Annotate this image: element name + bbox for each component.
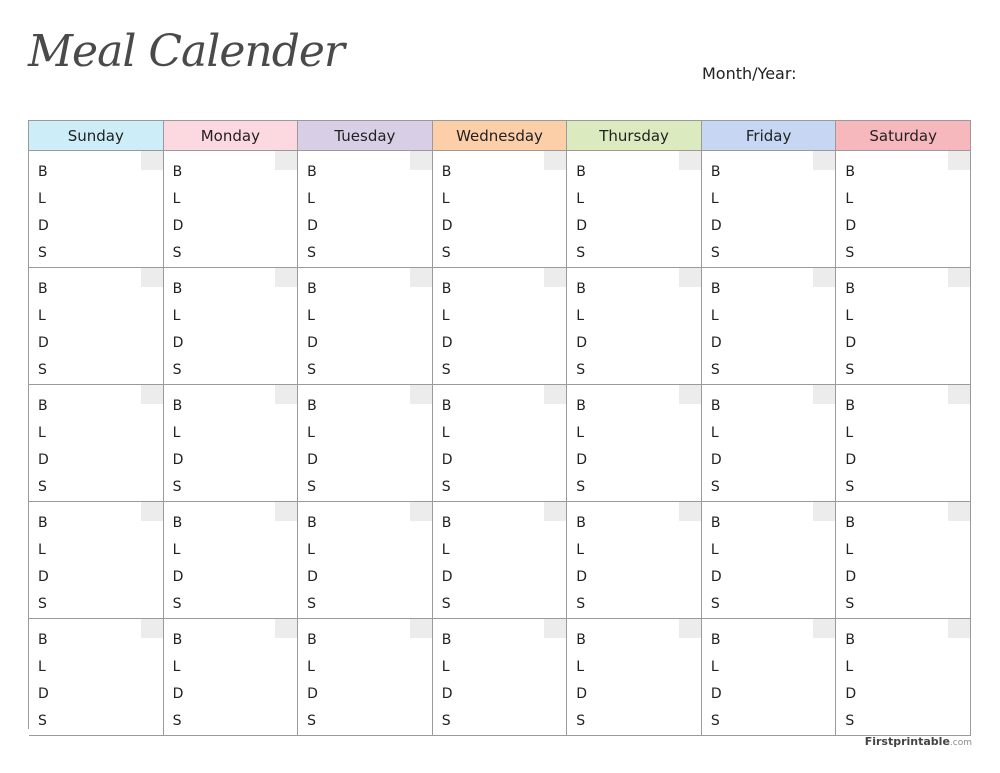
meal-label: B — [710, 515, 721, 531]
day-cell[interactable] — [702, 151, 837, 268]
meal-label: B — [172, 281, 183, 297]
day-cell[interactable] — [433, 151, 568, 268]
meal-label: B — [576, 632, 586, 648]
day-cell[interactable] — [836, 619, 971, 736]
meal-label: L — [576, 425, 585, 441]
date-box[interactable] — [275, 151, 297, 170]
meal-label: B — [38, 632, 48, 648]
meal-label: L — [845, 542, 854, 558]
meal-label: S — [441, 362, 451, 378]
day-cell[interactable] — [567, 502, 702, 619]
date-box[interactable] — [679, 385, 701, 404]
meal-label: S — [576, 479, 586, 495]
meal-label: S — [710, 362, 720, 378]
meal-label: D — [38, 569, 49, 585]
meal-label: S — [38, 713, 47, 729]
day-cell[interactable] — [702, 619, 837, 736]
meal-label: D — [441, 569, 453, 585]
meal-label: L — [576, 191, 585, 207]
meal-label: L — [307, 425, 315, 441]
day-cell[interactable] — [567, 268, 702, 385]
meal-label: L — [172, 542, 181, 558]
date-box[interactable] — [813, 619, 835, 638]
date-box[interactable] — [679, 619, 701, 638]
page-title: Meal Calender — [28, 26, 344, 77]
meal-label: B — [172, 164, 183, 180]
meal-label: S — [307, 479, 317, 495]
meal-label: B — [710, 164, 721, 180]
meal-label: L — [576, 308, 585, 324]
meal-label: S — [307, 596, 317, 612]
meal-label: L — [38, 308, 46, 324]
meal-label: S — [576, 245, 586, 261]
date-box[interactable] — [141, 619, 163, 638]
meal-label: B — [172, 632, 183, 648]
meal-label: S — [441, 596, 451, 612]
footer-brand — [865, 735, 972, 748]
meal-label: D — [576, 218, 588, 234]
date-box[interactable] — [813, 151, 835, 170]
meal-label: D — [441, 452, 453, 468]
meal-label: L — [710, 659, 719, 675]
meal-label: B — [307, 164, 317, 180]
date-box[interactable] — [679, 268, 701, 287]
day-cell[interactable] — [29, 385, 164, 502]
meal-label: D — [576, 452, 588, 468]
date-box[interactable] — [141, 385, 163, 404]
date-box[interactable] — [544, 385, 566, 404]
meal-label: S — [845, 362, 855, 378]
date-box[interactable] — [948, 619, 970, 638]
meal-label: B — [172, 515, 183, 531]
meal-label: L — [441, 659, 450, 675]
meal-label: L — [441, 542, 450, 558]
meal-label: B — [576, 398, 586, 414]
date-box[interactable] — [544, 502, 566, 521]
footer-brand-domain: .com — [949, 738, 972, 748]
meal-label: L — [845, 659, 854, 675]
day-cell[interactable] — [836, 151, 971, 268]
date-box[interactable] — [275, 268, 297, 287]
day-cell[interactable] — [298, 385, 433, 502]
date-box[interactable] — [813, 385, 835, 404]
meal-label: S — [38, 362, 47, 378]
day-cell[interactable] — [567, 385, 702, 502]
meal-label: D — [576, 335, 588, 351]
meal-label: B — [441, 398, 452, 414]
meal-label: D — [845, 335, 857, 351]
meal-label: B — [845, 164, 856, 180]
day-cell[interactable] — [298, 502, 433, 619]
meal-label: S — [845, 245, 855, 261]
meal-label: D — [172, 569, 184, 585]
meal-label: L — [576, 542, 585, 558]
day-header-tuesday: Tuesday — [298, 121, 433, 151]
meal-label: S — [172, 362, 182, 378]
date-box[interactable] — [275, 619, 297, 638]
meal-label: B — [710, 632, 721, 648]
date-box[interactable] — [813, 502, 835, 521]
meal-label: S — [307, 245, 317, 261]
meal-label: D — [172, 218, 184, 234]
date-box[interactable] — [948, 268, 970, 287]
day-header-sunday: Sunday — [29, 121, 164, 151]
meal-label: B — [845, 632, 856, 648]
meal-label: S — [441, 713, 451, 729]
meal-label: B — [38, 164, 48, 180]
date-box[interactable] — [141, 268, 163, 287]
month-year-label: Month/Year: — [702, 64, 797, 83]
day-cell[interactable] — [433, 619, 568, 736]
meal-label: D — [307, 218, 318, 234]
meal-label: L — [845, 191, 854, 207]
meal-label: B — [710, 398, 721, 414]
meal-label: D — [710, 569, 722, 585]
meal-label: D — [441, 686, 453, 702]
meal-label: S — [576, 596, 586, 612]
meal-label: S — [441, 245, 451, 261]
meal-label: D — [307, 686, 318, 702]
day-header-monday: Monday — [164, 121, 299, 151]
meal-label: S — [172, 713, 182, 729]
day-cell[interactable] — [29, 151, 164, 268]
meal-label: D — [576, 569, 588, 585]
meal-label: S — [710, 713, 720, 729]
meal-label: B — [307, 281, 317, 297]
day-cell[interactable] — [164, 619, 299, 736]
meal-label: L — [710, 542, 719, 558]
date-box[interactable] — [544, 268, 566, 287]
meal-label: D — [845, 218, 857, 234]
meal-label: D — [576, 686, 588, 702]
meal-label: D — [441, 218, 453, 234]
meal-label: D — [710, 686, 722, 702]
meal-label: S — [845, 596, 855, 612]
date-box[interactable] — [410, 385, 432, 404]
meal-label: L — [307, 191, 315, 207]
meal-label: B — [441, 632, 452, 648]
meal-label: D — [845, 686, 857, 702]
day-cell[interactable] — [702, 502, 837, 619]
meal-label: L — [441, 191, 450, 207]
meal-label: D — [845, 452, 857, 468]
meal-label: S — [307, 713, 317, 729]
meal-label: S — [307, 362, 317, 378]
date-box[interactable] — [410, 619, 432, 638]
date-box[interactable] — [679, 502, 701, 521]
meal-label: B — [576, 164, 586, 180]
day-cell[interactable] — [29, 619, 164, 736]
day-cell[interactable] — [298, 619, 433, 736]
meal-label: D — [172, 452, 184, 468]
meal-label: B — [441, 515, 452, 531]
date-box[interactable] — [275, 502, 297, 521]
meal-label: S — [710, 479, 720, 495]
day-cell[interactable] — [702, 268, 837, 385]
meal-calendar-grid — [28, 120, 971, 729]
meal-label: S — [38, 596, 47, 612]
meal-label: S — [845, 713, 855, 729]
meal-label: B — [38, 398, 48, 414]
meal-label: D — [172, 335, 184, 351]
meal-label: L — [845, 425, 854, 441]
date-box[interactable] — [948, 385, 970, 404]
meal-label: D — [307, 569, 318, 585]
day-header-thursday: Thursday — [567, 121, 702, 151]
meal-label: S — [172, 479, 182, 495]
day-cell[interactable] — [433, 502, 568, 619]
date-box[interactable] — [410, 268, 432, 287]
meal-label: S — [710, 245, 720, 261]
meal-label: S — [576, 713, 586, 729]
meal-label: L — [307, 308, 315, 324]
day-cell[interactable] — [29, 502, 164, 619]
meal-label: B — [441, 164, 452, 180]
date-box[interactable] — [141, 502, 163, 521]
meal-label: B — [38, 281, 48, 297]
meal-label: D — [38, 218, 49, 234]
day-header-wednesday: Wednesday — [433, 121, 568, 151]
day-cell[interactable] — [702, 385, 837, 502]
meal-label: L — [441, 308, 450, 324]
meal-label: L — [172, 659, 181, 675]
meal-label: D — [845, 569, 857, 585]
meal-label: D — [710, 218, 722, 234]
meal-label: D — [307, 452, 318, 468]
meal-label: L — [576, 659, 585, 675]
date-box[interactable] — [948, 502, 970, 521]
meal-label: L — [710, 425, 719, 441]
date-box[interactable] — [141, 151, 163, 170]
meal-label: B — [576, 281, 586, 297]
meal-label: S — [710, 596, 720, 612]
meal-label: L — [307, 659, 315, 675]
meal-label: D — [441, 335, 453, 351]
meal-label: B — [845, 515, 856, 531]
meal-label: B — [307, 515, 317, 531]
day-cell[interactable] — [164, 151, 299, 268]
day-cell[interactable] — [567, 619, 702, 736]
meal-label: S — [576, 362, 586, 378]
date-box[interactable] — [948, 151, 970, 170]
meal-label: L — [38, 425, 46, 441]
date-box[interactable] — [544, 619, 566, 638]
day-cell[interactable] — [29, 268, 164, 385]
day-cell[interactable] — [836, 502, 971, 619]
meal-label: L — [38, 659, 46, 675]
day-cell[interactable] — [433, 385, 568, 502]
day-cell[interactable] — [298, 268, 433, 385]
date-box[interactable] — [410, 502, 432, 521]
meal-label: B — [307, 632, 317, 648]
meal-label: L — [845, 308, 854, 324]
meal-label: B — [38, 515, 48, 531]
day-header-friday: Friday — [702, 121, 837, 151]
meal-label: L — [38, 542, 46, 558]
day-cell[interactable] — [164, 385, 299, 502]
date-box[interactable] — [544, 151, 566, 170]
date-box[interactable] — [813, 268, 835, 287]
meal-label: S — [38, 479, 47, 495]
meal-label: D — [710, 335, 722, 351]
meal-label: L — [441, 425, 450, 441]
day-cell[interactable] — [836, 385, 971, 502]
day-cell[interactable] — [298, 151, 433, 268]
meal-label: D — [38, 452, 49, 468]
meal-label: S — [172, 596, 182, 612]
date-box[interactable] — [410, 151, 432, 170]
meal-label: B — [307, 398, 317, 414]
meal-label: B — [845, 398, 856, 414]
meal-label: L — [38, 191, 46, 207]
meal-label: S — [38, 245, 47, 261]
meal-label: B — [710, 281, 721, 297]
day-header-saturday: Saturday — [836, 121, 971, 151]
date-box[interactable] — [275, 385, 297, 404]
meal-label: B — [576, 515, 586, 531]
meal-label: L — [710, 308, 719, 324]
meal-label: D — [38, 335, 49, 351]
day-cell[interactable] — [164, 502, 299, 619]
day-cell[interactable] — [433, 268, 568, 385]
meal-label: S — [172, 245, 182, 261]
meal-label: D — [307, 335, 318, 351]
day-cell[interactable] — [567, 151, 702, 268]
footer-brand-name: Firstprintable — [864, 735, 950, 748]
meal-label: D — [38, 686, 49, 702]
meal-label: B — [172, 398, 183, 414]
date-box[interactable] — [679, 151, 701, 170]
meal-label: L — [307, 542, 315, 558]
meal-label: L — [172, 308, 181, 324]
meal-label: L — [172, 191, 181, 207]
meal-label: L — [710, 191, 719, 207]
day-cell[interactable] — [164, 268, 299, 385]
meal-label: D — [710, 452, 722, 468]
meal-label: D — [172, 686, 184, 702]
meal-label: L — [172, 425, 181, 441]
meal-label: S — [845, 479, 855, 495]
meal-label: S — [441, 479, 451, 495]
meal-label: B — [441, 281, 452, 297]
meal-label: B — [845, 281, 856, 297]
day-cell[interactable] — [836, 268, 971, 385]
